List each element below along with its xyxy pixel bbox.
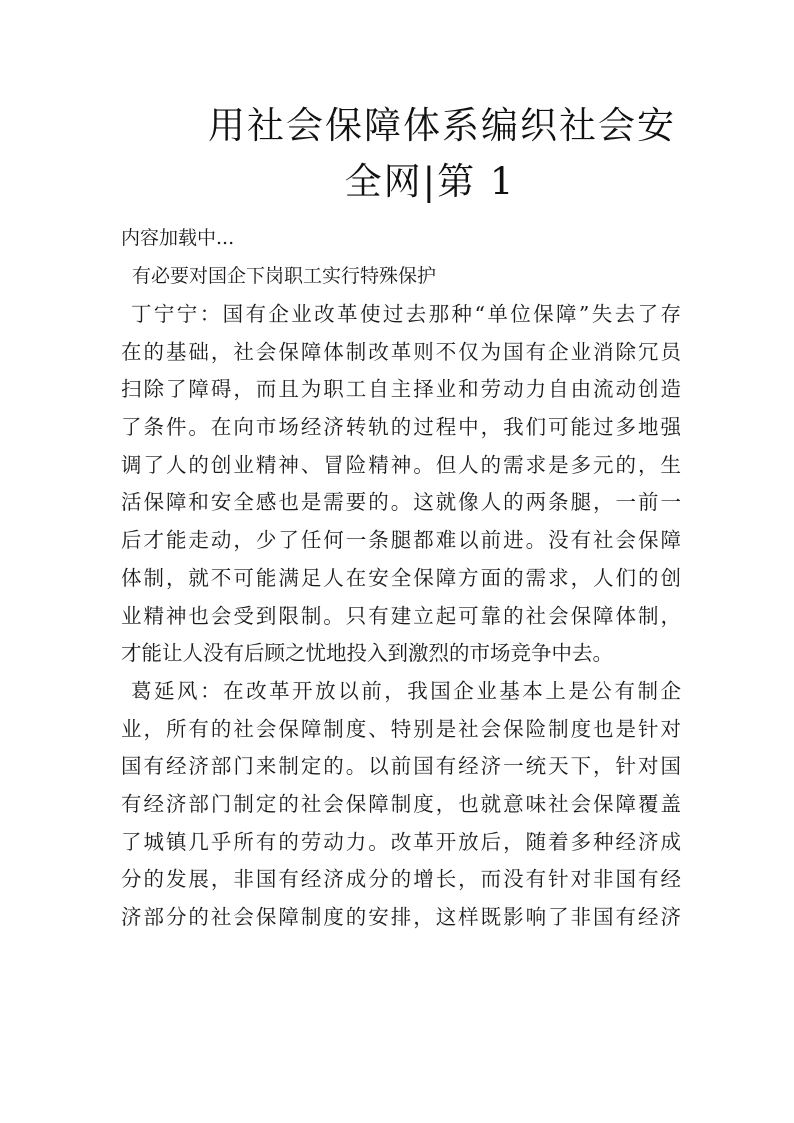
paragraph-1-line: 才能让人没有后顾之忧地投入到激烈的市场竞争中去。 bbox=[121, 641, 613, 666]
paragraph-2-line: 济部分的社会保障制度的安排，这样既影响了非国有经济 bbox=[121, 905, 681, 929]
paragraph-1-line: 调了人的创业精神、冒险精神。但人的需求是多元的，生 bbox=[121, 452, 681, 477]
paragraph-2-line: 葛延风：在改革开放以前，我国企业基本上是公有制企 bbox=[131, 678, 681, 703]
paragraph-1-line: 后才能走动，少了任何一条腿都难以前进。没有社会保障 bbox=[121, 528, 681, 553]
paragraph-2-line: 有经济部门制定的社会保障制度，也就意味社会保障覆盖 bbox=[121, 791, 681, 816]
paragraph-1-line: 了条件。在向市场经济转轨的过程中，我们可能过多地强 bbox=[121, 415, 681, 440]
paragraph-2-line: 国有经济部门来制定的。以前国有经济一统天下，针对国 bbox=[121, 754, 681, 779]
title-line-2: 全网|第 1 bbox=[344, 160, 516, 203]
paragraph-1-line: 丁宁宁：国有企业改革使过去那种“单位保障”失去了存 bbox=[131, 302, 681, 326]
paragraph-2-line: 分的发展，非国有经济成分的增长，而没有针对非国有经 bbox=[121, 867, 681, 892]
paragraph-1-line: 业精神也会受到限制。只有建立起可靠的社会保障体制， bbox=[121, 603, 681, 628]
title-line-1: 用社会保障体系编织社会安 bbox=[208, 104, 676, 147]
paragraph-1-line: 扫除了障碍，而且为职工自主择业和劳动力自由流动创造 bbox=[121, 377, 681, 402]
paragraph-1-line: 活保障和安全感也是需要的。这就像人的两条腿，一前一 bbox=[121, 490, 681, 515]
paragraph-2-line: 业，所有的社会保障制度、特别是社会保险制度也是针对 bbox=[121, 716, 681, 741]
paragraph-2-line: 了城镇几乎所有的劳动力。改革开放后，随着多种经济成 bbox=[121, 829, 681, 854]
paragraph-1-line: 在的基础，社会保障体制改革则不仅为国有企业消除冗员 bbox=[121, 339, 681, 364]
section-subheading: 有必要对国企下岗职工实行特殊保护 bbox=[132, 265, 437, 287]
paragraph-1-line: 体制，就不可能满足人在安全保障方面的需求，人们的创 bbox=[121, 565, 681, 590]
body-text bbox=[121, 296, 681, 937]
loading-text: 内容加载中... bbox=[121, 227, 235, 249]
document-title bbox=[150, 98, 710, 210]
